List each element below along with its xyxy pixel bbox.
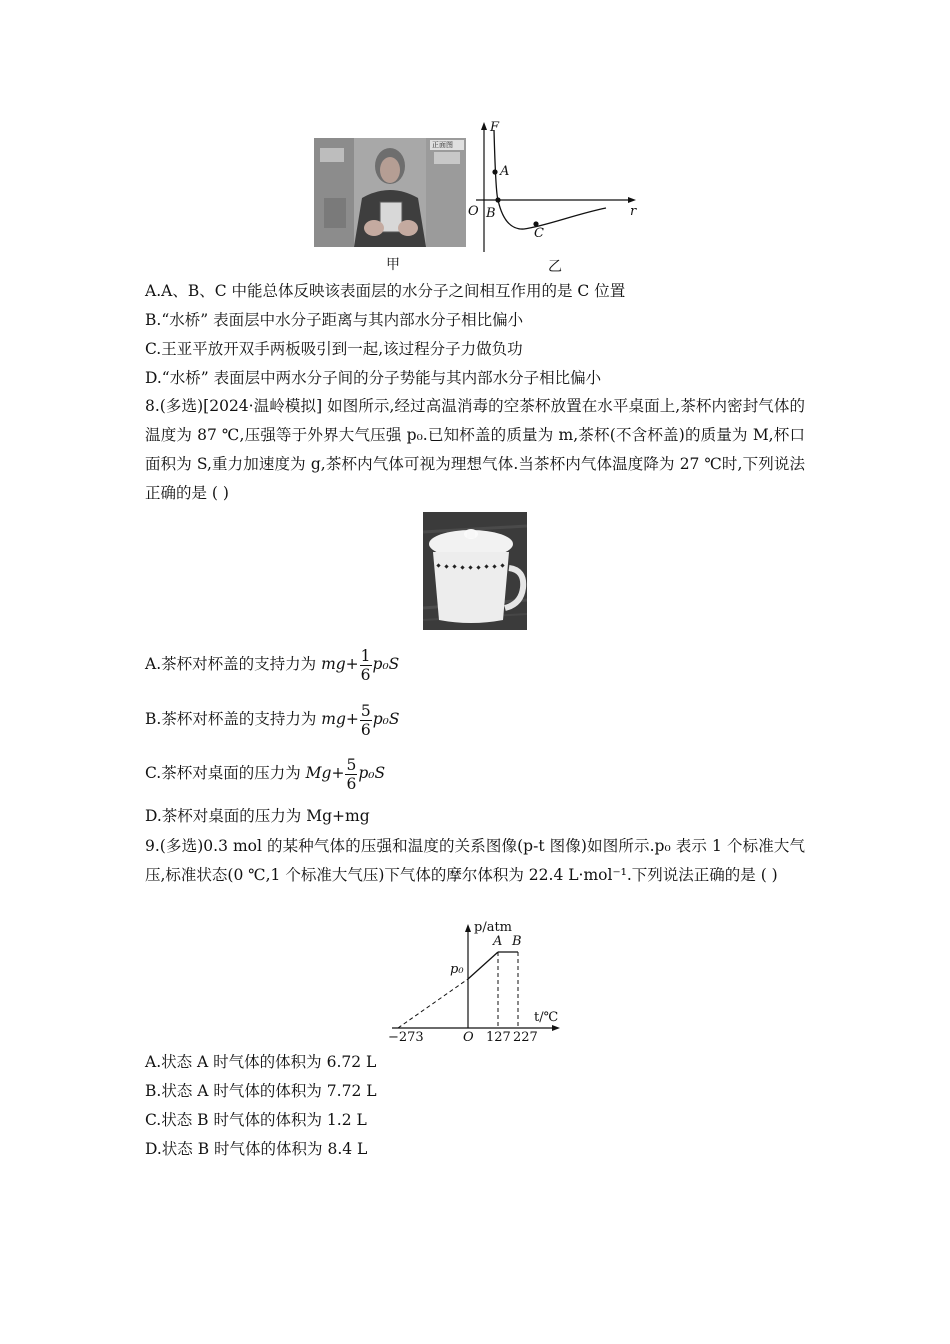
q7-option-c: C.王亚平放开双手两板吸引到一起,该过程分子力做负功 <box>145 340 523 358</box>
q9-stem: 9.(多选)0.3 mol 的某种气体的压强和温度的关系图像(p-t 图像)如图所示.p₀ 表示 1 个标准大气压,标准状态(0 ℃,1 个标准大气压)下气体的摩尔体积为 22.4 L·mol⁻¹.下列说法正确的是 ( ) <box>145 837 805 884</box>
fraction: $\frac{5}{6}$ <box>360 701 371 739</box>
point-a-label: A <box>493 934 503 949</box>
force-distance-graph <box>466 118 646 258</box>
q9-option-b: B.状态 A 时气体的体积为 7.72 L <box>145 1082 377 1100</box>
q8-option-b: B.茶杯对杯盖的支持力为 mg+ $\frac{5}{6}$ p₀S <box>145 701 400 739</box>
point-c-label: C <box>534 226 544 241</box>
x-axis-label: t/℃ <box>534 1010 559 1025</box>
axis-f-label: F <box>490 120 500 135</box>
fraction: $\frac{5}{6}$ <box>346 755 357 793</box>
p0-label: p₀ <box>450 962 464 977</box>
point-b-label: B <box>512 934 522 949</box>
q8-option-a: A.茶杯对杯盖的支持力为 mg+ $\frac{1}{6}$ p₀S <box>145 646 400 684</box>
caption-yi: 乙 <box>548 259 562 275</box>
astronaut-photo <box>314 138 466 247</box>
q9-option-c: C.状态 B 时气体的体积为 1.2 L <box>145 1111 367 1129</box>
tick-origin: O <box>463 1030 474 1045</box>
tick-227: 227 <box>513 1030 538 1045</box>
teacup-photo <box>423 512 527 630</box>
q8-stem: 8.(多选)[2024·温岭模拟] 如图所示,经过高温消毒的空茶杯放置在水平桌面上,茶杯内密封气体的温度为 87 ℃,压强等于外界大气压强 p₀.已知杯盖的质量为 m,茶杯(不含杯盖)的质量为 M,杯口面积为 S,重力加速度为 g,茶杯内气体可视为理想气体.当茶杯内气体温度降为 27 ℃时,下列说法正确的是 ( ) <box>145 397 805 502</box>
photo-tag: 正面图 <box>432 141 453 149</box>
pressure-temperature-graph <box>388 920 568 1048</box>
tick-neg-273: −273 <box>388 1030 424 1045</box>
q9-option-d: D.状态 B 时气体的体积为 8.4 L <box>145 1140 368 1158</box>
point-a-label: A <box>500 164 510 179</box>
q8-option-d: D.茶杯对桌面的压力为 Mg+mg <box>145 807 370 825</box>
q7-option-d: D.“水桥” 表面层中两水分子间的分子势能与其内部水分子相比偏小 <box>145 369 602 387</box>
point-b-label: B <box>486 206 496 221</box>
caption-jia: 甲 <box>386 257 400 273</box>
origin-label: O <box>468 204 479 219</box>
fraction: $\frac{1}{6}$ <box>360 646 371 684</box>
y-axis-label: p/atm <box>474 920 513 935</box>
q9-option-a: A.状态 A 时气体的体积为 6.72 L <box>145 1053 377 1071</box>
axis-r-label: r <box>630 204 637 219</box>
q7-option-a: A.A、B、C 中能总体反映该表面层的水分子之间相互作用的是 C 位置 <box>145 282 626 300</box>
q8-option-c: C.茶杯对桌面的压力为 Mg+ $\frac{5}{6}$ p₀S <box>145 755 386 793</box>
q7-option-b: B.“水桥” 表面层中水分子距离与其内部水分子相比偏小 <box>145 311 524 329</box>
tick-127: 127 <box>486 1030 511 1045</box>
